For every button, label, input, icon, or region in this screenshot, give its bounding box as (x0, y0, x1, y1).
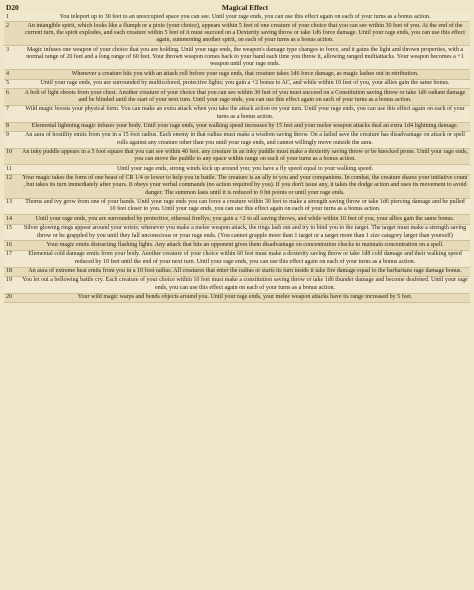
table-header-row (4, 3, 470, 13)
roll-number: 7 (4, 105, 20, 122)
table-row (4, 89, 470, 106)
roll-number: 18 (4, 267, 20, 276)
magical-effect-text: An intangible spirit, which looks like a flumph or a pixie (your choice), appears within 5 feet of one creature of your choice that you can see within 30 feet of you. At the end of the current turn, the spirit explodes, and each creature within 5 feet of it must succeed on a Dexterity saving throw or take 1d6 force damage. Until your rage ends, you can use this effect again, summoning another spirit, on each of your turns as a bonus action. (20, 22, 470, 46)
roll-number: 15 (4, 224, 20, 241)
roll-number: 9 (4, 131, 20, 148)
magical-effect-text: An aura of extreme heat emits from you in a 10 foot radius. All creatures that enter the radius or starts its turn inside it take fire damage equal to the barbarians rage damage bonus. (20, 267, 470, 276)
magical-effect-text: A bolt of light shoots from your chest. Another creature of your choice that you can see within 30 feet of you must succeed on a Constitution saving throw or take 1d6 radiant damage and be blinded until the start of your next turn. Until your rage ends, you can use this effect again on each of your turns as a bonus action. (20, 89, 470, 106)
table-body (4, 13, 470, 302)
wild-magic-table (4, 3, 470, 303)
magical-effect-text: Elemental lightning magic infuses your body. Until your rage ends, your walking speed increases by 15 feet and your melee weapon attacks deal an extra 1d4 lightning damage. (20, 122, 470, 131)
roll-number: 4 (4, 70, 20, 79)
table-row (4, 70, 470, 79)
magical-effect-text: Until your rage ends, you are surrounded by multicolored, protective lights; you gain a +2 bonus to AC, and while within 10 feet of you, your allies gain the same bonus. (20, 79, 470, 88)
table-row (4, 174, 470, 198)
table-row (4, 276, 470, 293)
magical-effect-text: Until your rage ends, strong winds kick up around you; you have a fly speed equal to your walking speed. (20, 165, 470, 174)
table-row (4, 46, 470, 70)
magical-effect-text: Thorns and ivy grow from one of your hands. Until your rage ends you can force a creature within 30 feet to make a strength saving throw or take 1d6 piercing damage and be pulled 10 feet closer to you. Until your rage ends, you can use this effect again on each of your turns as a bonus action. (20, 198, 470, 215)
roll-number: 14 (4, 215, 20, 224)
roll-number: 11 (4, 165, 20, 174)
table-row (4, 198, 470, 215)
magical-effect-text: An aura of hostility emits from you in a 15 foot radius. Each enemy in that radius must make a wisdom saving throw. On a failed save the creature has disadvantage on attack or spell rolls against any creature other than you until your rage ends, and cannot willingly move outside the aura. (20, 131, 470, 148)
table-row (4, 79, 470, 88)
table-row (4, 13, 470, 22)
magical-effect-text: Your magic takes the form of one beast of CR 1/4 or lower to help you in battle. The creature is an ally to you and your companions. In combat, the creature shares your initiative count , but takes its turn immediately after yours. It obeys your verbal commands (no action required by you). If you don't issue any, it takes the dodge action and uses its movement to avoid danger. The summon lasts until it is reduced to 0 hit points or until your rage ends. (20, 174, 470, 198)
roll-number: 5 (4, 79, 20, 88)
magical-effect-text: An inky puddle appears in a 5 foot square that you can see within 40 feet. any creature in an inky puddle must make a dexterity saving throw or be knocked prone. Until your rage ends, you can move the puddle to any space within range on each of your turns as a bonus action. (20, 148, 470, 165)
roll-number: 19 (4, 276, 20, 293)
roll-number: 13 (4, 198, 20, 215)
magical-effect-text: Your magic emits distracting flashing lights. Any attack that hits an opponent gives them disadvantage on concentration checks to maintain concentration on a spell. (20, 241, 470, 250)
magical-effect-text: Whenever a creature hits you with an attack roll before your rage ends, that creature takes 1d6 force damage, as magic lashes out in retribution. (20, 70, 470, 79)
roll-number: 17 (4, 250, 20, 267)
table-row (4, 105, 470, 122)
magical-effect-text: Until your rage ends, you are surrounded by protective, ethereal fireflys; you gain a +2 to all saving throws, and while within 10 feet of you, your allies gain the same bonus. (20, 215, 470, 224)
roll-number: 16 (4, 241, 20, 250)
magical-effect-text: Elemental cold damage emits from your body. Another creature of your choice within 60 feet must make a dexterity saving throw or take 1d8 cold damage and their walking speed reduced by 10 feet until the end of your next turn. Until your rage ends, you can use this effect again on each of your turns as a bonus action. (20, 250, 470, 267)
magical-effect-text: You let out a bellowing battle cry. Each creature of your choice within 10 feet must make a constitution saving throw or take 1d6 thunder damage and become deafened. Until your rage ends, you can use this effect again on each of your turns as a bonus action. (20, 276, 470, 293)
effect-column-header: Magical Effect (221, 3, 269, 12)
magical-effect-text: Your wild magic warps and bends objects around you. Until your rage ends, your melee weapon attacks have its range increased by 5 feet. (20, 293, 470, 302)
table-row (4, 165, 470, 174)
table-row (4, 293, 470, 302)
roll-number: 1 (4, 13, 20, 22)
table-row (4, 22, 470, 46)
magical-effect-text: Magic infuses one weapon of your choice that you are holding. Until your rage ends, the weapon's damage type changes to force, and it gains the light and thrown properties, with a normal range of 20 feet and a long range of 60 feet. Your thrown weapon comes back to your hand each time you throw it, allowing ranged multiattacks. Your weapon becomes a +1 weapon until your rage ends. (20, 46, 470, 70)
table-row (4, 250, 470, 267)
roll-number: 10 (4, 148, 20, 165)
table-row (4, 122, 470, 131)
magical-effect-text: You teleport up to 30 feet to an unoccupied space you can see. Until your rage ends, you can use this effect again on each of your turns as a bonus action. (20, 13, 470, 22)
roll-number: 6 (4, 89, 20, 106)
roll-number: 20 (4, 293, 20, 302)
roll-number: 3 (4, 46, 20, 70)
table-row (4, 267, 470, 276)
roll-number: 8 (4, 122, 20, 131)
table-row (4, 148, 470, 165)
table-row (4, 241, 470, 250)
table-row (4, 224, 470, 241)
roll-number: 2 (4, 22, 20, 46)
table-row (4, 215, 470, 224)
roll-column-header: D20 (6, 3, 19, 12)
roll-number: 12 (4, 174, 20, 198)
magical-effect-text: Wild magic boosts your physical form. You can make an extra attack when you take the attack action on your turn. Until your rage ends, you can use this effect again on each of your turns as a bonus action. (20, 105, 470, 122)
magical-effect-text: Silver glowing rings appear around your wrists; whenever you make a melee weapon attack, the rings lash out and try to bind you to the target. The target must make a strength saving throw or be grappled by you until they fall unconscious or your rage ends. (You cannot grapple more than 1 target or a target more than 1 size catagory larger than yourself) (20, 224, 470, 241)
table-row (4, 131, 470, 148)
